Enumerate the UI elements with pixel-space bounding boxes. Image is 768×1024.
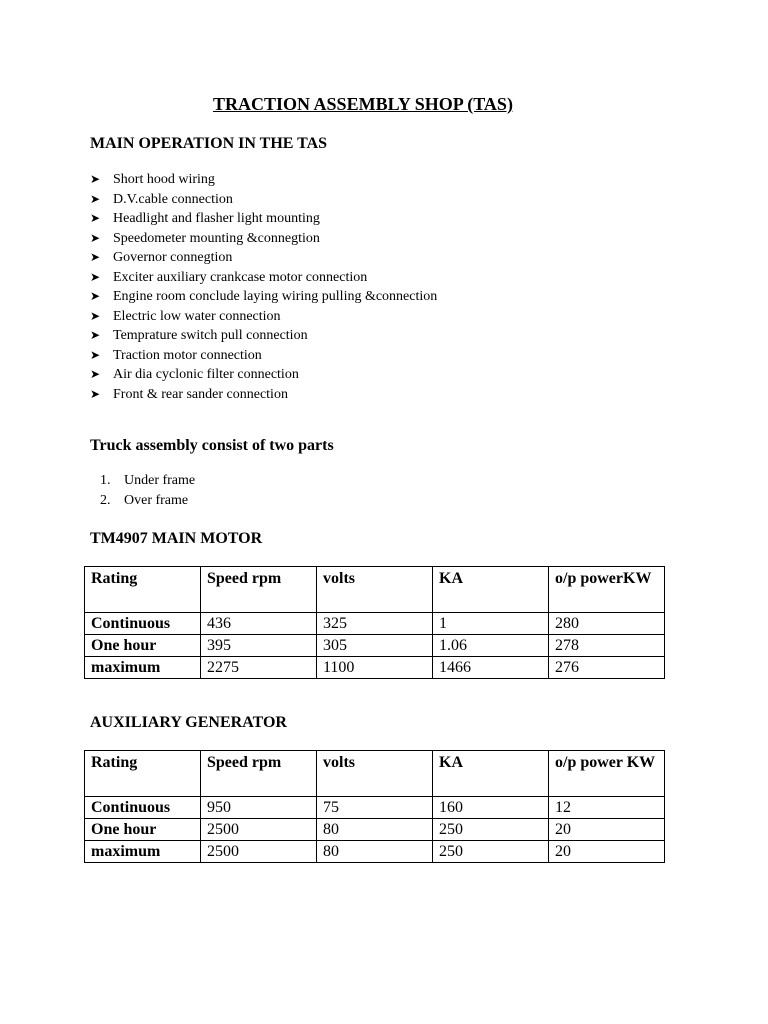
list-item	[90, 190, 437, 210]
table-cell: 436	[201, 613, 317, 635]
table-header-cell: KA	[433, 751, 549, 797]
table-header-cell: o/p power KW	[549, 751, 665, 797]
arrow-bullet-icon: ➤	[90, 211, 101, 225]
table-cell: 20	[549, 819, 665, 841]
table-row-label: Continuous	[85, 797, 201, 819]
table-cell: 20	[549, 841, 665, 863]
list-item-label: Speedometer mounting &connegtion	[113, 230, 320, 246]
table-cell: 250	[433, 841, 549, 863]
table-row	[85, 613, 665, 635]
list-item-label: D.V.cable connection	[113, 191, 233, 207]
list-item-label: Exciter auxiliary crankcase motor connection	[113, 269, 368, 285]
list-item-label: Front & rear sander connection	[113, 386, 288, 402]
table-row	[85, 841, 665, 863]
truck-parts-list	[100, 471, 195, 510]
table-header-row	[85, 567, 665, 613]
table-cell: 80	[317, 841, 433, 863]
arrow-bullet-icon: ➤	[90, 250, 101, 264]
main-operation-heading: MAIN OPERATION IN THE TAS	[90, 135, 328, 152]
list-item	[90, 268, 437, 288]
list-item	[90, 326, 437, 346]
arrow-bullet-icon: ➤	[90, 172, 101, 186]
table-cell: 2500	[201, 841, 317, 863]
page-title: TRACTION ASSEMBLY SHOP (TAS)	[213, 94, 513, 114]
truck-assembly-heading: Truck assembly consist of two parts	[90, 437, 334, 454]
table-header-cell: KA	[433, 567, 549, 613]
table-header-cell: Speed rpm	[201, 751, 317, 797]
table-cell: 1466	[433, 657, 549, 679]
table-row	[85, 657, 665, 679]
list-item-label: Governor connegtion	[113, 250, 233, 265]
list-number: 1.	[100, 473, 111, 488]
table-header-cell: volts	[317, 567, 433, 613]
list-item	[100, 491, 195, 511]
list-item	[90, 287, 437, 307]
table-row-label: maximum	[85, 657, 201, 679]
arrow-bullet-icon: ➤	[90, 347, 101, 362]
table-cell: 1.06	[433, 635, 549, 657]
table-cell: 1	[433, 613, 549, 635]
arrow-bullet-icon: ➤	[90, 386, 101, 401]
table-header-cell: volts	[317, 751, 433, 797]
table-header-cell: Rating	[85, 567, 201, 613]
list-item-label: Traction motor connection	[113, 347, 262, 363]
list-item	[90, 385, 437, 405]
list-item	[90, 307, 437, 327]
list-number: 2.	[100, 492, 111, 508]
table-cell: 395	[201, 635, 317, 657]
table-cell: 278	[549, 635, 665, 657]
table-cell: 950	[201, 797, 317, 819]
list-item	[90, 229, 437, 249]
arrow-bullet-icon: ➤	[90, 328, 101, 342]
table-cell: 280	[549, 613, 665, 635]
list-item-label: Over frame	[124, 492, 189, 508]
list-item-label: Short hood wiring	[113, 172, 215, 187]
table-row	[85, 819, 665, 841]
table-cell: 2275	[201, 657, 317, 679]
table-row-label: Continuous	[85, 613, 201, 635]
table-cell: 276	[549, 657, 665, 679]
list-item	[90, 346, 437, 366]
table-header-cell: o/p powerKW	[549, 567, 665, 613]
table-row-label: One hour	[85, 635, 201, 657]
list-item	[90, 170, 437, 190]
list-item-label: Headlight and flasher light mounting	[113, 211, 320, 226]
table-cell: 80	[317, 819, 433, 841]
arrow-bullet-icon: ➤	[90, 230, 101, 245]
list-item-label: Electric low water connection	[113, 308, 281, 324]
table-row	[85, 797, 665, 819]
list-item-label: Temprature switch pull connection	[113, 328, 308, 343]
table-row	[85, 635, 665, 657]
list-item-label: Air dia cyclonic filter connection	[113, 367, 299, 382]
table-header-cell: Rating	[85, 751, 201, 797]
aux-generator-table	[84, 750, 665, 863]
aux-generator-heading: AUXILIARY GENERATOR	[90, 714, 287, 731]
arrow-bullet-icon: ➤	[90, 367, 101, 381]
table-cell: 12	[549, 797, 665, 819]
list-item	[100, 471, 195, 491]
arrow-bullet-icon: ➤	[90, 191, 101, 206]
operation-list	[90, 170, 437, 404]
table-cell: 75	[317, 797, 433, 819]
list-item	[90, 248, 437, 268]
table-cell: 250	[433, 819, 549, 841]
table-row-label: One hour	[85, 819, 201, 841]
list-item-label: Under frame	[124, 473, 196, 488]
table-cell: 160	[433, 797, 549, 819]
main-motor-heading: TM4907 MAIN MOTOR	[90, 530, 263, 547]
table-header-row	[85, 751, 665, 797]
table-row-label: maximum	[85, 841, 201, 863]
table-cell: 1100	[317, 657, 433, 679]
arrow-bullet-icon: ➤	[90, 308, 101, 323]
table-cell: 325	[317, 613, 433, 635]
list-item	[90, 365, 437, 385]
arrow-bullet-icon: ➤	[90, 289, 101, 303]
list-item-label: Engine room conclude laying wiring pulling &connection	[113, 289, 438, 304]
list-item	[90, 209, 437, 229]
main-motor-table	[84, 566, 665, 679]
arrow-bullet-icon: ➤	[90, 269, 101, 284]
table-cell: 2500	[201, 819, 317, 841]
table-cell: 305	[317, 635, 433, 657]
table-header-cell: Speed rpm	[201, 567, 317, 613]
